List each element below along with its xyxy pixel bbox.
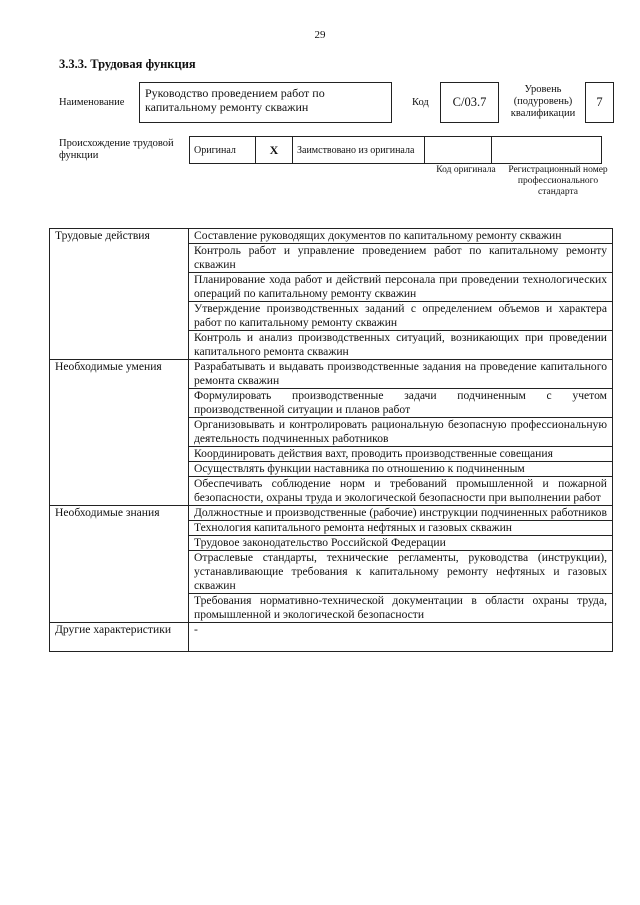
list-item: Составление руководящих документов по капитальному ремонту скважин (189, 229, 613, 244)
origin-table (189, 136, 602, 164)
section-title: 3.3.3. Трудовая функция (59, 57, 196, 71)
code-caption: Код оригинала (436, 165, 496, 175)
page-number: 29 (314, 29, 326, 41)
origin-label: Происхождение трудовой функции (59, 138, 174, 161)
level-label: Уровень (подуровень) квалификации (510, 84, 576, 119)
section-title-other: Другие характеристики (50, 623, 189, 652)
level-value: 7 (585, 82, 614, 123)
borrowed-label: Заимствовано из оригинала (293, 137, 425, 164)
list-item: Организовывать и контролировать рациональную безопасную профессиональную деятельность подчиненных работников (189, 418, 613, 447)
section-title-knowledge: Необходимые знания (50, 506, 189, 623)
list-item: Осуществлять функции наставника по отношению к подчиненным (189, 462, 613, 477)
list-item: Должностные и производственные (рабочие) инструкции подчиненных работников (189, 506, 613, 521)
name-value: Руководство проведением работ по капитальному ремонту скважин (139, 82, 392, 123)
original-mark: X (256, 137, 293, 164)
name-label: Наименование (59, 97, 125, 108)
table-row (50, 360, 613, 389)
list-item: Технология капитального ремонта нефтяных и газовых скважин (189, 521, 613, 536)
origin-code-cell (425, 137, 492, 164)
section-title-actions: Трудовые действия (50, 229, 189, 360)
function-table (49, 228, 613, 652)
table-row (50, 506, 613, 521)
origin-reg-cell (492, 137, 602, 164)
list-item: Контроль и анализ производственных ситуаций, возникающих при проведении капитального ремонта скважин (189, 331, 613, 360)
list-item: Планирование хода работ и действий персонала при проведении технологических операций по капитальному ремонту скважин (189, 273, 613, 302)
original-label: Оригинал (190, 137, 256, 164)
section-title-skills: Необходимые умения (50, 360, 189, 506)
list-item: Обеспечивать соблюдение норм и требований промышленной и пожарной безопасности, охраны труда и экологической безопасности при выполнении работ (189, 477, 613, 506)
list-item: Отраслевые стандарты, технические регламенты, руководства (инструкции), устанавливающие требования к капитальному ремонту нефтяных и газовых скважин (189, 551, 613, 594)
list-item: Разрабатывать и выдавать производственные задания на проведение капитального ремонта скважин (189, 360, 613, 389)
list-item: Трудовое законодательство Российской Федерации (189, 536, 613, 551)
list-item: Координировать действия вахт, проводить производственные совещания (189, 447, 613, 462)
code-value: С/03.7 (440, 82, 499, 123)
table-row (50, 229, 613, 244)
list-item: Утверждение производственных заданий с определением объемов и характера работ по капитальному ремонту скважин (189, 302, 613, 331)
list-item: Контроль работ и управление проведением работ по капитальному ремонту скважин (189, 244, 613, 273)
code-label: Код (412, 97, 429, 108)
table-row (50, 623, 613, 652)
list-item: - (189, 623, 613, 652)
list-item: Требования нормативно-технической документации в области охраны труда, промышленной и экологической безопасности (189, 594, 613, 623)
list-item: Формулировать производственные задачи подчиненным с учетом производственной ситуации и планов работ (189, 389, 613, 418)
reg-caption: Регистрационный номер профессионального стандарта (508, 165, 608, 197)
